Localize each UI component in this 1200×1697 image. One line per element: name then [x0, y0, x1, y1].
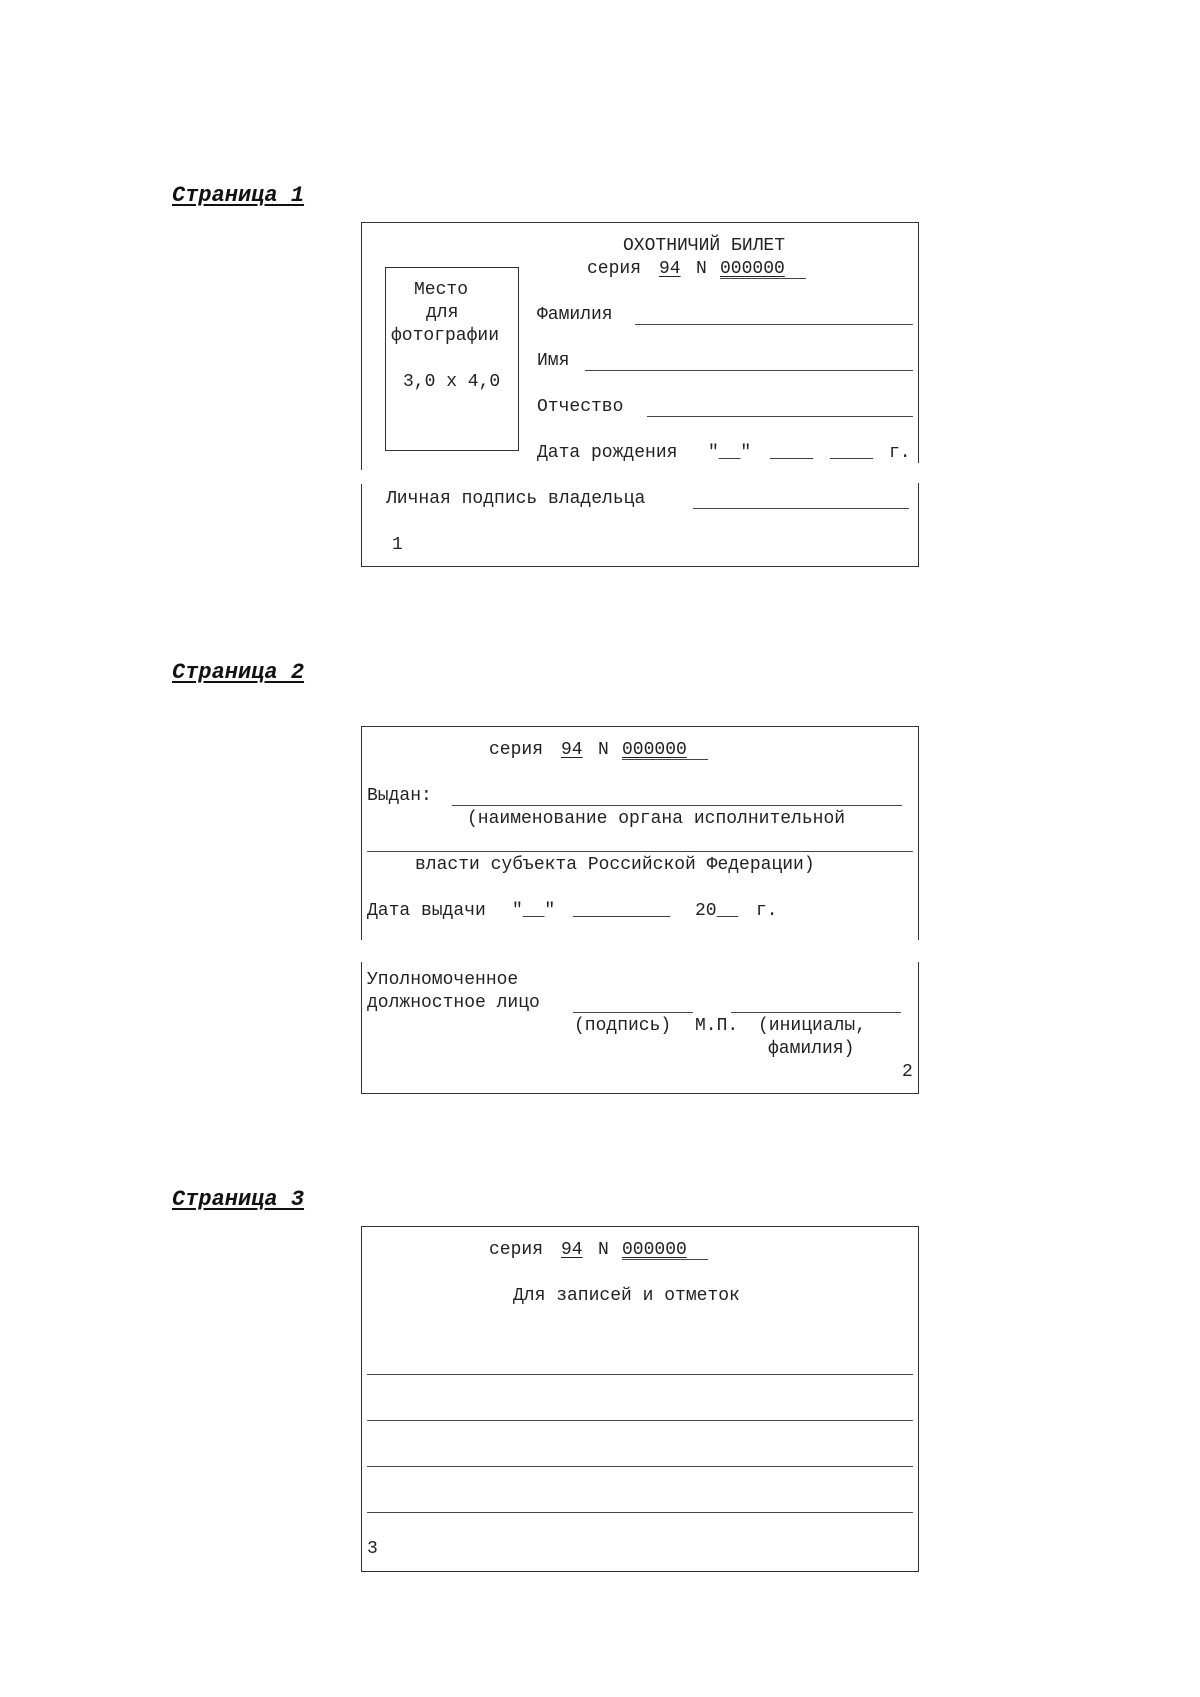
birthdate-day: "__" — [708, 443, 752, 463]
number-label: N — [598, 740, 609, 760]
number-underline — [622, 759, 708, 760]
issued-caption-1: (наименование органа исполнительной — [467, 809, 846, 829]
page2-number: 2 — [902, 1062, 913, 1082]
issued-caption-2: власти субъекта Российской Федерации) — [415, 855, 815, 875]
notes-line-4[interactable] — [367, 1512, 913, 1513]
photo-size: 3,0 х 4,0 — [403, 372, 501, 392]
issue-date-suffix: г. — [756, 901, 778, 921]
birthdate-month: ____ — [770, 443, 814, 463]
page1-number: 1 — [392, 535, 403, 555]
number-value: 000000 — [720, 259, 785, 279]
page3-ticket-frame — [361, 1226, 919, 1572]
surname-field[interactable] — [635, 324, 913, 325]
official-label-1: Уполномоченное — [367, 970, 519, 990]
number-value: 000000 — [622, 740, 687, 760]
patronymic-label: Отчество — [537, 397, 624, 417]
owner-signature-field[interactable] — [693, 508, 909, 509]
page3-heading: Страница 3 — [172, 1187, 305, 1212]
number-label: N — [598, 1240, 609, 1260]
notes-line-3[interactable] — [367, 1466, 913, 1467]
photo-text-line3: фотографии — [391, 326, 500, 346]
birthdate-label: Дата рождения — [537, 443, 678, 463]
page2-heading: Страница 2 — [172, 660, 305, 685]
photo-placeholder — [385, 267, 519, 451]
photo-text-line2: для — [426, 303, 459, 323]
stamp-caption: М.П. — [695, 1016, 739, 1036]
frame-gap — [916, 940, 922, 962]
page1-ticket-frame — [361, 222, 919, 567]
photo-text-line1: Место — [414, 280, 469, 300]
issue-date-year: 20__ — [695, 901, 739, 921]
series-label: серия — [489, 1240, 544, 1260]
series-value: 94 — [659, 259, 681, 279]
surname-label: Фамилия — [537, 305, 613, 325]
notes-line-2[interactable] — [367, 1420, 913, 1421]
official-signature-field[interactable] — [573, 1012, 693, 1013]
name-field[interactable] — [585, 370, 913, 371]
birthdate-suffix: г. — [889, 443, 911, 463]
number-underline — [622, 1259, 708, 1260]
birthdate-year: ____ — [830, 443, 874, 463]
number-underline — [720, 278, 806, 279]
issue-date-label: Дата выдачи — [367, 901, 486, 921]
patronymic-field[interactable] — [647, 416, 913, 417]
name-label: Имя — [537, 351, 570, 371]
frame-gap — [358, 470, 364, 484]
notes-title: Для записей и отметок — [513, 1286, 740, 1306]
series-value: 94 — [561, 1240, 583, 1260]
number-value: 000000 — [622, 1240, 687, 1260]
series-label: серия — [489, 740, 544, 760]
issue-date-month: _________ — [573, 901, 671, 921]
page3-number: 3 — [367, 1539, 378, 1559]
official-name-field[interactable] — [731, 1012, 901, 1013]
issued-by-field[interactable] — [452, 805, 902, 806]
frame-gap — [358, 940, 364, 962]
series-value: 94 — [561, 740, 583, 760]
initials-caption-2: фамилия) — [768, 1039, 855, 1059]
issue-date-day: "__" — [512, 901, 556, 921]
notes-line-1[interactable] — [367, 1374, 913, 1375]
page2-ticket-frame — [361, 726, 919, 1094]
series-label: серия — [587, 259, 642, 279]
initials-caption-1: (инициалы, — [758, 1016, 867, 1036]
issued-by-field-2[interactable] — [367, 851, 913, 852]
issued-label: Выдан: — [367, 786, 432, 806]
signature-caption: (подпись) — [574, 1016, 672, 1036]
page1-heading: Страница 1 — [172, 183, 305, 208]
official-label-2: должностное лицо — [367, 993, 540, 1013]
frame-gap — [916, 463, 922, 483]
number-label: N — [696, 259, 707, 279]
owner-signature-label: Личная подпись владельца — [386, 489, 646, 509]
ticket-title: ОХОТНИЧИЙ БИЛЕТ — [623, 236, 786, 256]
